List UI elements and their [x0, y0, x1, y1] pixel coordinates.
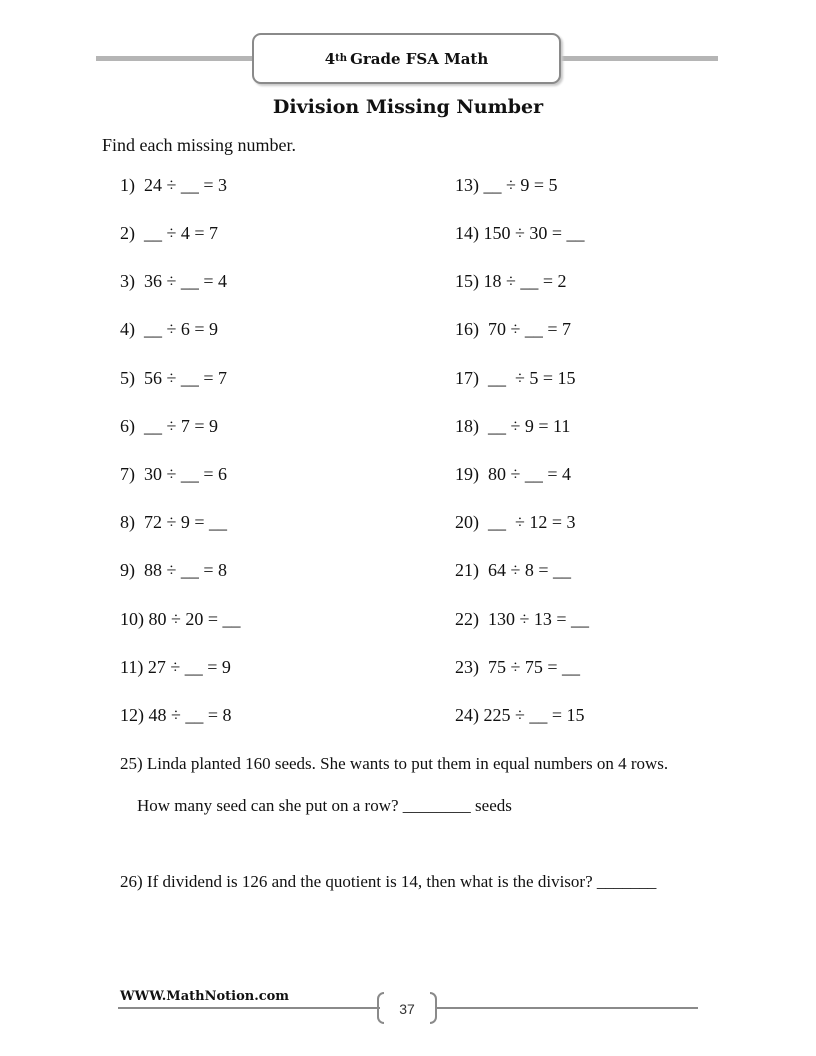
footer-website: WWW.MathNotion.com — [120, 989, 290, 1004]
problem-23: 23) 75 ÷ 75 = __ — [455, 657, 581, 677]
footer-rule-left — [118, 1007, 380, 1009]
problem-20: 20) __ ÷ 12 = 3 — [455, 512, 576, 532]
problem-16: 16) 70 ÷ __ = 7 — [455, 319, 572, 339]
page-bracket-left — [377, 992, 384, 1024]
problem-13: 13) __ ÷ 9 = 5 — [455, 175, 558, 195]
problem-25-line1: 25) Linda planted 160 seeds. She wants to put them in equal numbers on 4 rows. — [120, 754, 669, 773]
header-rule-right — [561, 56, 718, 61]
header-grade-num: 4 — [324, 49, 336, 68]
problem-12: 12) 48 ÷ __ = 8 — [120, 705, 232, 725]
problem-9: 9) 88 ÷ __ = 8 — [120, 560, 228, 580]
header-grade-text: Grade FSA Math — [350, 49, 489, 68]
problem-19: 19) 80 ÷ __ = 4 — [455, 464, 572, 484]
problem-8: 8) 72 ÷ 9 = __ — [120, 512, 228, 532]
page-title: Division Missing Number — [272, 96, 544, 118]
page-number-box — [377, 992, 437, 1026]
problem-22: 22) 130 ÷ 13 = __ — [455, 609, 590, 629]
problem-1: 1) 24 ÷ __ = 3 — [120, 175, 228, 195]
problem-18: 18) __ ÷ 9 = 11 — [455, 416, 571, 436]
problem-15: 15) 18 ÷ __ = 2 — [455, 271, 567, 291]
problem-26: 26) If dividend is 126 and the quotient is 14, then what is the divisor? _______ — [120, 872, 657, 891]
problem-5: 5) 56 ÷ __ = 7 — [120, 368, 228, 388]
problem-25-line2: How many seed can she put on a row? ________ seeds — [120, 796, 512, 815]
header-title-box — [252, 33, 561, 84]
problem-21: 21) 64 ÷ 8 = __ — [455, 560, 572, 580]
footer-rule-right — [435, 1007, 698, 1009]
header-rule-left — [96, 56, 252, 61]
problem-14: 14) 150 ÷ 30 = __ — [455, 223, 585, 243]
problem-4: 4) __ ÷ 6 = 9 — [120, 319, 219, 339]
problem-24: 24) 225 ÷ __ = 15 — [455, 705, 585, 725]
problem-2: 2) __ ÷ 4 = 7 — [120, 223, 219, 243]
instructions: Find each missing number. — [102, 135, 296, 155]
problem-11: 11) 27 ÷ __ = 9 — [120, 657, 231, 677]
page-bracket-right — [430, 992, 437, 1024]
problem-7: 7) 30 ÷ __ = 6 — [120, 464, 228, 484]
problem-3: 3) 36 ÷ __ = 4 — [120, 271, 228, 291]
problem-10: 10) 80 ÷ 20 = __ — [120, 609, 241, 629]
problem-17: 17) __ ÷ 5 = 15 — [455, 368, 576, 388]
page-number: 37 — [399, 1001, 415, 1017]
header-grade-sup: th — [335, 53, 348, 64]
problem-6: 6) __ ÷ 7 = 9 — [120, 416, 219, 436]
